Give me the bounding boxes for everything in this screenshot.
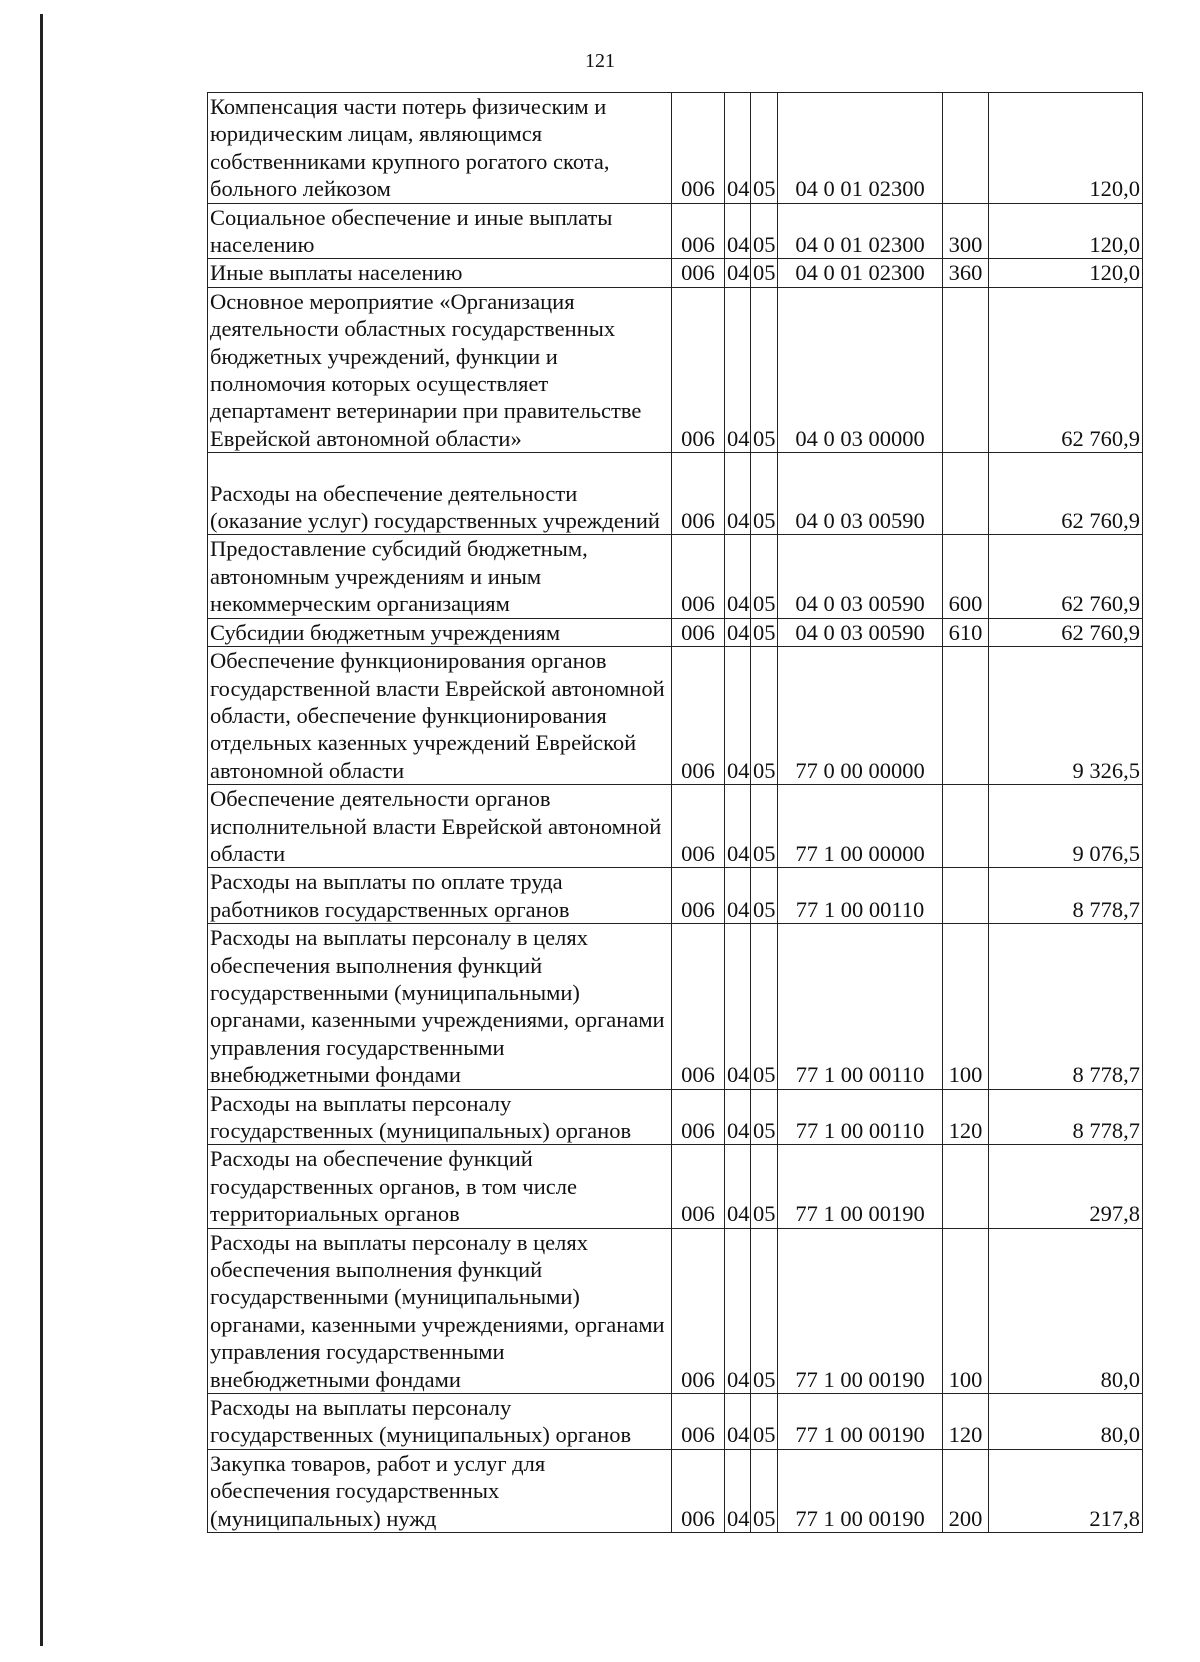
expense-type-code-cell: 100: [943, 924, 989, 1089]
target-article-code-cell: 04 0 03 00590: [778, 453, 943, 535]
table-row: [208, 1145, 1143, 1228]
expense-name-cell: Закупка товаров, работ и услуг для обеспечения государственных (муниципальных) нужд: [208, 1449, 672, 1532]
expense-type-code-cell: [943, 785, 989, 868]
table-row: [208, 868, 1143, 924]
subsection-code-cell: 05: [751, 1394, 778, 1450]
department-code-cell: 006: [672, 93, 725, 204]
section-code-cell: 04: [725, 93, 751, 204]
subsection-code-cell: 05: [751, 1228, 778, 1393]
subsection-code-cell: 05: [751, 785, 778, 868]
target-article-code-cell: 04 0 03 00590: [778, 535, 943, 618]
expense-type-code-cell: 360: [943, 259, 989, 287]
subsection-code-cell: 05: [751, 1449, 778, 1532]
table-row: [208, 1089, 1143, 1145]
target-article-code-cell: 77 1 00 00110: [778, 1089, 943, 1145]
section-code-cell: 04: [725, 259, 751, 287]
table-row: [208, 535, 1143, 618]
department-code-cell: 006: [672, 259, 725, 287]
amount-cell: 8 778,7: [989, 1089, 1143, 1145]
section-code-cell: 04: [725, 1394, 751, 1450]
department-code-cell: 006: [672, 203, 725, 259]
target-article-code-cell: 04 0 01 02300: [778, 203, 943, 259]
department-code-cell: 006: [672, 1394, 725, 1450]
amount-cell: 217,8: [989, 1449, 1143, 1532]
amount-cell: 62 760,9: [989, 287, 1143, 452]
expense-name-cell: Социальное обеспечение и иные выплаты населению: [208, 203, 672, 259]
amount-cell: 9 326,5: [989, 647, 1143, 785]
table-row: [208, 1449, 1143, 1532]
table-row: [208, 785, 1143, 868]
target-article-code-cell: 77 1 00 00000: [778, 785, 943, 868]
section-code-cell: 04: [725, 453, 751, 535]
target-article-code-cell: 04 0 01 02300: [778, 259, 943, 287]
subsection-code-cell: 05: [751, 924, 778, 1089]
expense-name-cell: Субсидии бюджетным учреждениям: [208, 618, 672, 646]
target-article-code-cell: 77 1 00 00190: [778, 1145, 943, 1228]
table-row: [208, 287, 1143, 452]
amount-cell: 80,0: [989, 1228, 1143, 1393]
expense-name-cell: Расходы на обеспечение деятельности (оказание услуг) государственных учреждений: [208, 453, 672, 535]
table-row: [208, 924, 1143, 1089]
section-code-cell: 04: [725, 1089, 751, 1145]
amount-cell: 8 778,7: [989, 868, 1143, 924]
department-code-cell: 006: [672, 1089, 725, 1145]
section-code-cell: 04: [725, 647, 751, 785]
expense-type-code-cell: [943, 868, 989, 924]
table-row: [208, 203, 1143, 259]
table-row: [208, 93, 1143, 204]
amount-cell: 62 760,9: [989, 535, 1143, 618]
section-code-cell: 04: [725, 1145, 751, 1228]
amount-cell: 80,0: [989, 1394, 1143, 1450]
target-article-code-cell: 04 0 01 02300: [778, 93, 943, 204]
section-code-cell: 04: [725, 785, 751, 868]
page-number: 121: [585, 50, 615, 72]
subsection-code-cell: 05: [751, 1089, 778, 1145]
expense-type-code-cell: 300: [943, 203, 989, 259]
amount-cell: 62 760,9: [989, 618, 1143, 646]
target-article-code-cell: 77 1 00 00110: [778, 924, 943, 1089]
subsection-code-cell: 05: [751, 259, 778, 287]
department-code-cell: 006: [672, 785, 725, 868]
department-code-cell: 006: [672, 924, 725, 1089]
target-article-code-cell: 04 0 03 00000: [778, 287, 943, 452]
section-code-cell: 04: [725, 618, 751, 646]
department-code-cell: 006: [672, 1228, 725, 1393]
expense-name-cell: Иные выплаты населению: [208, 259, 672, 287]
department-code-cell: 006: [672, 618, 725, 646]
subsection-code-cell: 05: [751, 203, 778, 259]
section-code-cell: 04: [725, 868, 751, 924]
amount-cell: 120,0: [989, 93, 1143, 204]
expense-type-code-cell: 120: [943, 1089, 989, 1145]
amount-cell: 62 760,9: [989, 453, 1143, 535]
department-code-cell: 006: [672, 535, 725, 618]
expense-type-code-cell: [943, 287, 989, 452]
target-article-code-cell: 77 1 00 00190: [778, 1394, 943, 1450]
expense-name-cell: Расходы на выплаты персоналу в целях обеспечения выполнения функций государственными (муниципальными) органами, казенными учреждениями, органами управления государственными внебюджетными фондами: [208, 924, 672, 1089]
section-code-cell: 04: [725, 1228, 751, 1393]
expense-name-cell: Расходы на выплаты персоналу в целях обеспечения выполнения функций государственными (муниципальными) органами, казенными учреждениями, органами управления государственными внебюджетными фондами: [208, 1228, 672, 1393]
department-code-cell: 006: [672, 287, 725, 452]
department-code-cell: 006: [672, 1145, 725, 1228]
department-code-cell: 006: [672, 647, 725, 785]
department-code-cell: 006: [672, 868, 725, 924]
subsection-code-cell: 05: [751, 647, 778, 785]
subsection-code-cell: 05: [751, 287, 778, 452]
expense-name-cell: Компенсация части потерь физическим и юридическим лицам, являющимся собственниками крупного рогатого скота, больного лейкозом: [208, 93, 672, 204]
expense-type-code-cell: 100: [943, 1228, 989, 1393]
target-article-code-cell: 77 1 00 00190: [778, 1228, 943, 1393]
amount-cell: 9 076,5: [989, 785, 1143, 868]
target-article-code-cell: 77 1 00 00110: [778, 868, 943, 924]
expense-name-cell: Обеспечение функционирования органов государственной власти Еврейской автономной области, обеспечение функционирования отдельных казенных учреждений Еврейской автономной области: [208, 647, 672, 785]
budget-table: [207, 92, 1143, 1533]
expense-name-cell: Расходы на выплаты по оплате труда работников государственных органов: [208, 868, 672, 924]
target-article-code-cell: 77 1 00 00190: [778, 1449, 943, 1532]
table-row: [208, 453, 1143, 535]
section-code-cell: 04: [725, 924, 751, 1089]
expense-name-cell: Расходы на обеспечение функций государственных органов, в том числе территориальных органов: [208, 1145, 672, 1228]
expense-name-cell: Обеспечение деятельности органов исполнительной власти Еврейской автономной области: [208, 785, 672, 868]
expense-type-code-cell: 600: [943, 535, 989, 618]
table-row: [208, 1394, 1143, 1450]
subsection-code-cell: 05: [751, 535, 778, 618]
subsection-code-cell: 05: [751, 453, 778, 535]
section-code-cell: 04: [725, 203, 751, 259]
amount-cell: 297,8: [989, 1145, 1143, 1228]
page-edge-line: [40, 14, 43, 1646]
expense-type-code-cell: [943, 647, 989, 785]
expense-type-code-cell: [943, 93, 989, 204]
expense-name-cell: Предоставление субсидий бюджетным, автономным учреждениям и иным некоммерческим организациям: [208, 535, 672, 618]
table-row: [208, 618, 1143, 646]
expense-type-code-cell: [943, 1145, 989, 1228]
amount-cell: 120,0: [989, 259, 1143, 287]
section-code-cell: 04: [725, 1449, 751, 1532]
table-row: [208, 259, 1143, 287]
expense-type-code-cell: [943, 453, 989, 535]
table-row: [208, 647, 1143, 785]
section-code-cell: 04: [725, 535, 751, 618]
table-row: [208, 1228, 1143, 1393]
department-code-cell: 006: [672, 453, 725, 535]
subsection-code-cell: 05: [751, 868, 778, 924]
section-code-cell: 04: [725, 287, 751, 452]
subsection-code-cell: 05: [751, 93, 778, 204]
expense-name-cell: Расходы на выплаты персоналу государственных (муниципальных) органов: [208, 1394, 672, 1450]
subsection-code-cell: 05: [751, 618, 778, 646]
department-code-cell: 006: [672, 1449, 725, 1532]
expense-type-code-cell: 120: [943, 1394, 989, 1450]
target-article-code-cell: 04 0 03 00590: [778, 618, 943, 646]
amount-cell: 8 778,7: [989, 924, 1143, 1089]
expense-name-cell: Расходы на выплаты персоналу государственных (муниципальных) органов: [208, 1089, 672, 1145]
expense-type-code-cell: 610: [943, 618, 989, 646]
subsection-code-cell: 05: [751, 1145, 778, 1228]
expense-type-code-cell: 200: [943, 1449, 989, 1532]
expense-name-cell: Основное мероприятие «Организация деятельности областных государственных бюджетных учреждений, функции и полномочия которых осуществляет департамент ветеринарии при правительстве Еврейской автономной области»: [208, 287, 672, 452]
target-article-code-cell: 77 0 00 00000: [778, 647, 943, 785]
amount-cell: 120,0: [989, 203, 1143, 259]
